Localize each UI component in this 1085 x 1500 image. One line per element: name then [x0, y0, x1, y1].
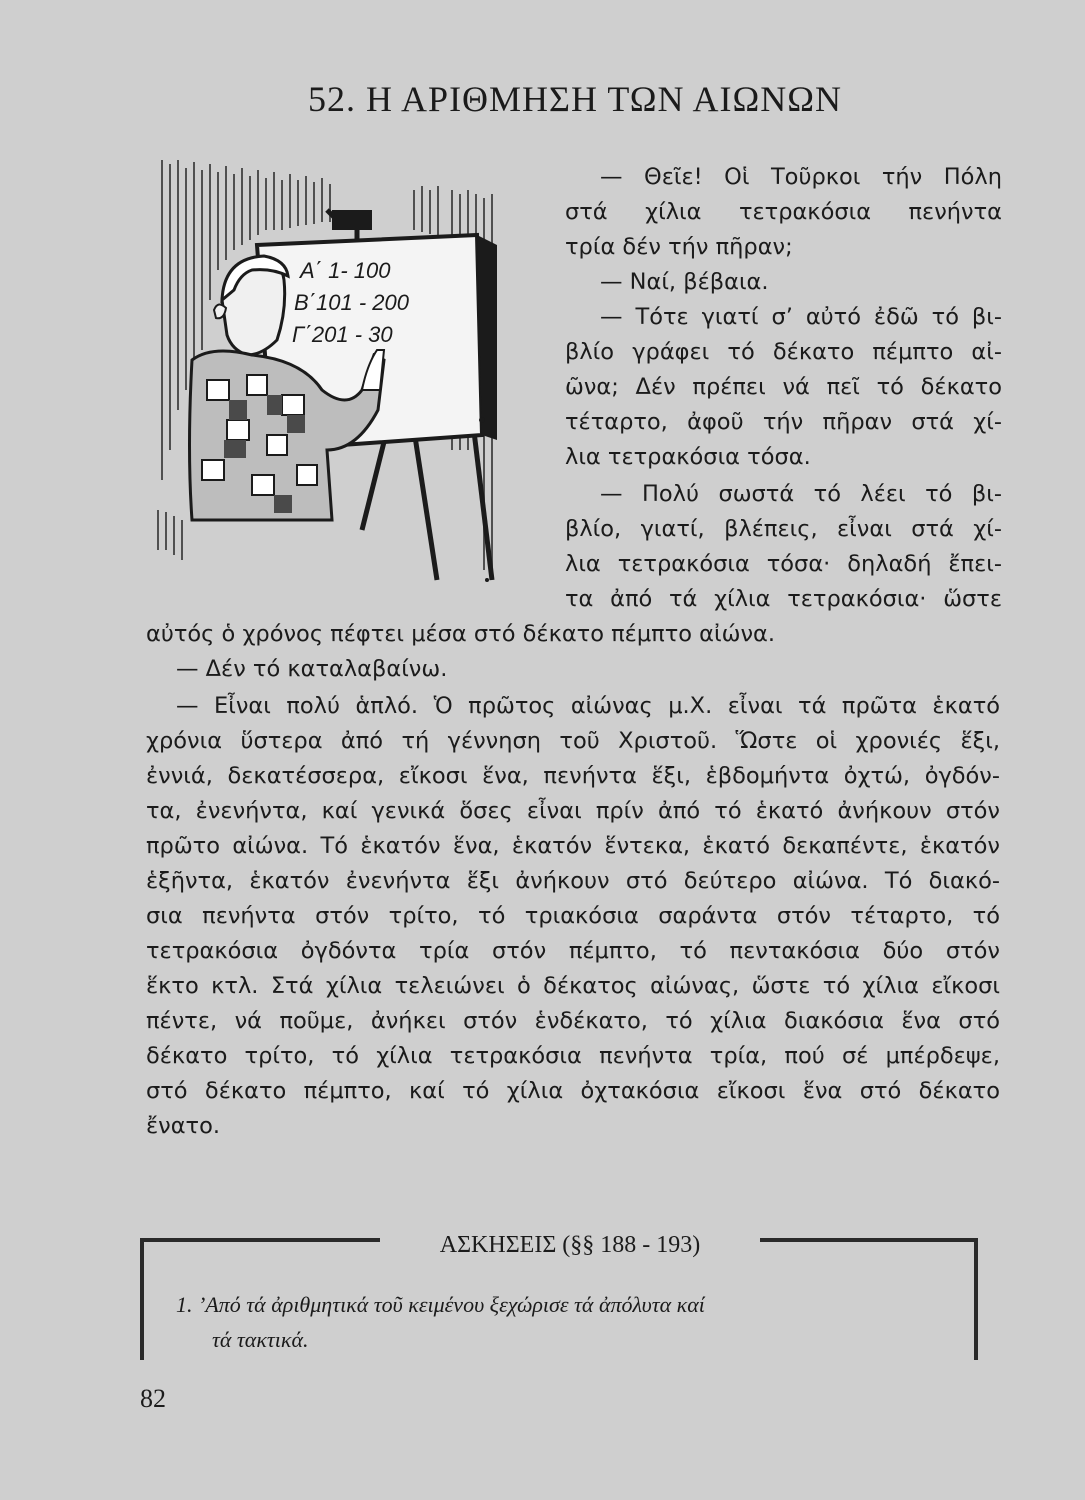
text-line: τρία δέν τήν πῆραν; — [565, 234, 793, 260]
page-title: 52. Η ΑΡΙΘΜΗΣΗ ΤΩΝ ΑΙΩΝΩΝ — [308, 79, 842, 119]
text-line: χρόνια ὕστερα ἀπό τή γέννηση τοῦ Χριστοῦ. Ὥστε οἱ χρονιές ἕξι, — [146, 728, 1000, 754]
easel-clip — [332, 210, 372, 230]
text-line: λια τετρακόσια τόσα. — [565, 444, 811, 470]
text-line: ἐννιά, δεκατέσσερα, εἴκοσι ἕνα, πενήντα ἕξι, ἑβδομήντα ὀχτώ, ὀγδόν- — [146, 763, 1000, 789]
text-line: ἑξῆντα, ἑκατόν ἐνενήντα ἕξι ἀνήκουν στό δεύτερο αἰώνα. Τό διακό- — [146, 868, 1000, 894]
text-line: αὐτός ὁ χρόνος πέφτει μέσα στό δέκατο πέμπτο αἰώνα. — [146, 621, 776, 647]
text-line: ῶνα; Δέν πρέπει νά πεῖ τό δέκατο — [565, 374, 1002, 400]
text-line: στά χίλια τετρακόσια πενήντα — [565, 199, 1002, 225]
text-line: — Πολύ σωστά τό λέει τό βι- — [600, 481, 1002, 507]
text-line: τέταρτο, ἀφοῦ τήν πῆραν στά χί- — [565, 409, 1002, 435]
text-line: στό δέκατο πέμπτο, καί τό χίλια ὀχτακόσια εἴκοσι ἕνα στό δέκατο — [146, 1078, 1000, 1104]
exercise-line: 1. ’Από τά ἀριθμητικά τοῦ κειμένου ξεχώρισε τά ἀπόλυτα καί — [176, 1292, 705, 1317]
text-line: δέκατο τρίτο, τό χίλια τετρακόσια πενήντα τρία, πού σέ μπέρδεψε, — [146, 1043, 1000, 1069]
text-line: — Τότε γιατί σ’ αὐτό ἐδῶ τό βι- — [600, 304, 1002, 330]
text-line: τα ἀπό τά χίλια τετρακόσια· ὥστε — [565, 586, 1002, 612]
board-line-3: Γ΄201 - 30 — [292, 322, 393, 347]
text-line: — Δέν τό καταλαβαίνω. — [176, 656, 448, 682]
text-line: λια τετρακόσια τόσα· δηλαδή ἔπει- — [565, 551, 1002, 577]
text-line: — Ναί, βέβαια. — [600, 269, 769, 295]
text-line: βλίο, γιατί, βλέπεις, εἶναι στά χί- — [565, 516, 1002, 542]
boy-at-board-illustration — [152, 150, 512, 590]
text-line: τετρακόσια ὀγδόντα τρία στόν πέμπτο, τό πεντακόσια δύο στόν — [146, 938, 1000, 964]
exercises-title: ΑΣΚΗΣΕΙΣ (§§ 188 - 193) — [380, 1232, 760, 1259]
text-line: πρῶτο αἰώνα. Τό ἑκατόν ἕνα, ἑκατόν ἕντεκα, ἑκατό δεκαπέντε, ἑκατόν — [146, 833, 1000, 859]
page-number: 82 — [140, 1384, 166, 1413]
text-line: — Θεῖε! Οἱ Τοῦρκοι τήν Πόλη — [600, 164, 1002, 190]
text-line: ἔνατο. — [146, 1113, 221, 1139]
board-line-2: Β΄101 - 200 — [294, 290, 409, 315]
text-line: — Εἶναι πολύ ἁπλό. Ὁ πρῶτος αἰώνας μ.Χ. εἶναι τά πρῶτα ἑκατό — [176, 693, 1000, 719]
exercise-line: τά τακτικά. — [212, 1327, 309, 1352]
text-line: τα, ἐνενήντα, καί γενικά ὅσες εἶναι πρίν ἀπό τό ἑκατό ἀνήκουν στόν — [146, 798, 1000, 824]
text-line: πέντε, νά ποῦμε, ἀνήκει στόν ἑνδέκατο, τό χίλια διακόσια ἕνα στό — [146, 1008, 1000, 1034]
text-line: βλίο γράφει τό δέκατο πέμπτο αἰ- — [565, 339, 1002, 365]
text-line: σια πενήντα στόν τρίτο, τό τριακόσια σαράντα στόν τέταρτο, τό — [146, 903, 1000, 929]
text-line: ἕκτο κτλ. Στά χίλια τελειώνει ὁ δέκατος αἰώνας, ὥστε τό χίλια εἴκοσι — [146, 973, 1000, 999]
board-line-1: Α΄ 1- 100 — [300, 258, 391, 283]
